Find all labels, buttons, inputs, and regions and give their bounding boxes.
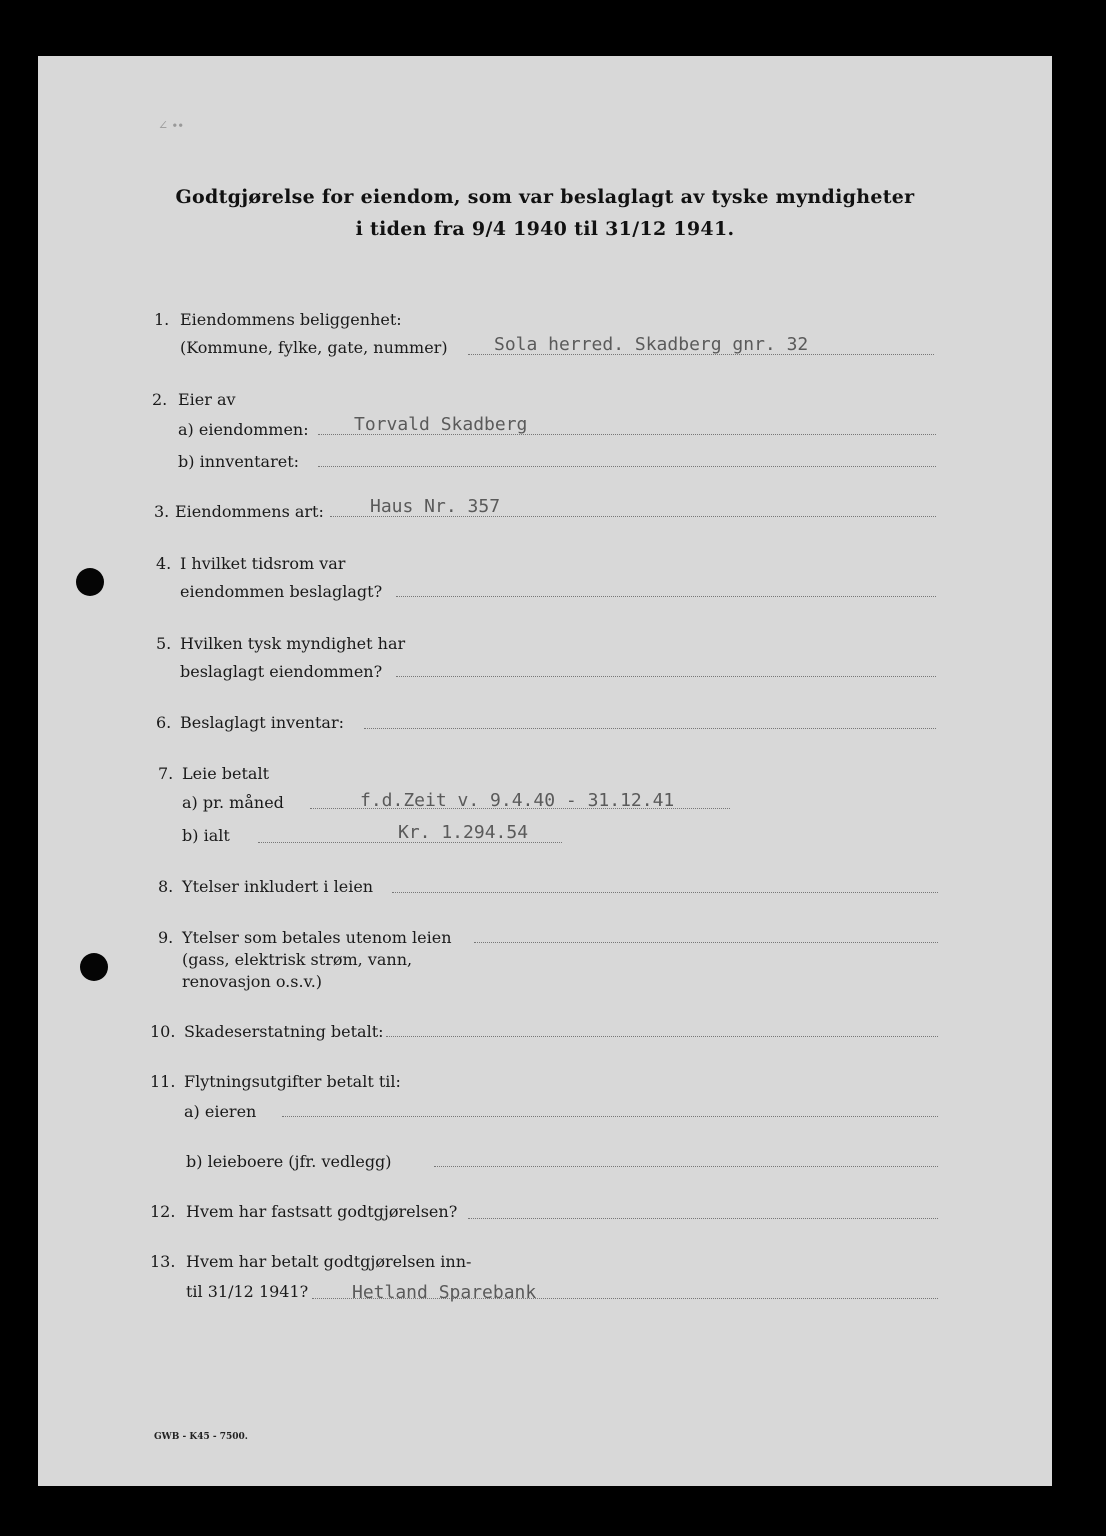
q5-answer-line [396,676,936,677]
item-number: 12. [150,1202,176,1221]
q2-label: Eier av [178,390,236,409]
q10-answer-line [386,1036,938,1037]
q3-answer: Haus Nr. 357 [370,496,501,517]
q11a-answer-line [282,1116,938,1117]
q13-answer: Hetland Sparebank [352,1282,537,1303]
item-number: 8. [158,877,174,896]
q11b-answer-line [434,1166,938,1167]
item-number: 2. [152,390,168,409]
q10-label: Skadeserstatning betalt: [184,1022,384,1041]
item-number: 5. [156,634,172,653]
q11a-label: a) eieren [184,1102,257,1121]
q2b-label: b) innventaret: [178,452,300,471]
item-number: 7. [158,764,174,783]
q7a-label: a) pr. måned [182,793,284,812]
q8-label: Ytelser inkludert i leien [182,877,374,896]
q4-label-sub: eiendommen beslaglagt? [180,582,383,601]
q7b-answer: Kr. 1.294.54 [398,822,529,843]
page-mark: ∠ ∙∙ [158,118,184,132]
q11-label: Flytningsutgifter betalt til: [184,1072,401,1091]
q4-label: I hvilket tidsrom var [180,554,346,573]
q9-answer-line [474,942,938,943]
q7-label: Leie betalt [182,764,269,783]
q2b-answer-line [318,466,936,467]
q11b-label: b) leieboere (jfr. vedlegg) [186,1152,392,1171]
item-number: 4. [156,554,172,573]
q1-label-sub: (Kommune, fylke, gate, nummer) [180,338,448,357]
q1-answer: Sola herred. Skadberg gnr. 32 [494,334,809,355]
q8-answer-line [392,892,938,893]
q7b-label: b) ialt [182,826,230,845]
punch-hole-top [76,568,104,596]
q13-label: Hvem har betalt godtgjørelsen inn- [186,1252,472,1271]
item-number: 9. [158,928,174,947]
form-title-line2: i tiden fra 9/4 1940 til 31/12 1941. [355,218,735,240]
q9-label-sub: (gass, elektrisk strøm, vann, [182,950,413,969]
q7a-answer: f.d.Zeit v. 9.4.40 - 31.12.41 [360,790,675,811]
q2a-label: a) eiendommen: [178,420,309,439]
item-number: 11. [150,1072,176,1091]
q9-label-sub2: renovasjon o.s.v.) [182,972,323,991]
q2a-answer: Torvald Skadberg [354,414,528,435]
q3-label: Eiendommens art: [175,502,324,521]
item-number: 10. [150,1022,176,1041]
q6-label: Beslaglagt inventar: [180,713,344,732]
q5-label: Hvilken tysk myndighet har [180,634,406,653]
punch-hole-bottom [80,953,108,981]
q5-label-sub: beslaglagt eiendommen? [180,662,383,681]
item-number: 1. [154,310,170,329]
q12-answer-line [468,1218,938,1219]
print-code: GWB - K45 - 7500. [154,1432,248,1442]
q6-answer-line [364,728,936,729]
item-number: 3. [154,502,170,521]
q12-label: Hvem har fastsatt godtgjørelsen? [186,1202,458,1221]
item-number: 13. [150,1252,176,1271]
q1-label: Eiendommens beliggenhet: [180,310,402,329]
form-title-line1: Godtgjørelse for eiendom, som var beslaglagt av tyske myndigheter [175,186,915,208]
q4-answer-line [396,596,936,597]
q13-label-sub: til 31/12 1941? [186,1282,309,1301]
item-number: 6. [156,713,172,732]
q9-label: Ytelser som betales utenom leien [182,928,452,947]
